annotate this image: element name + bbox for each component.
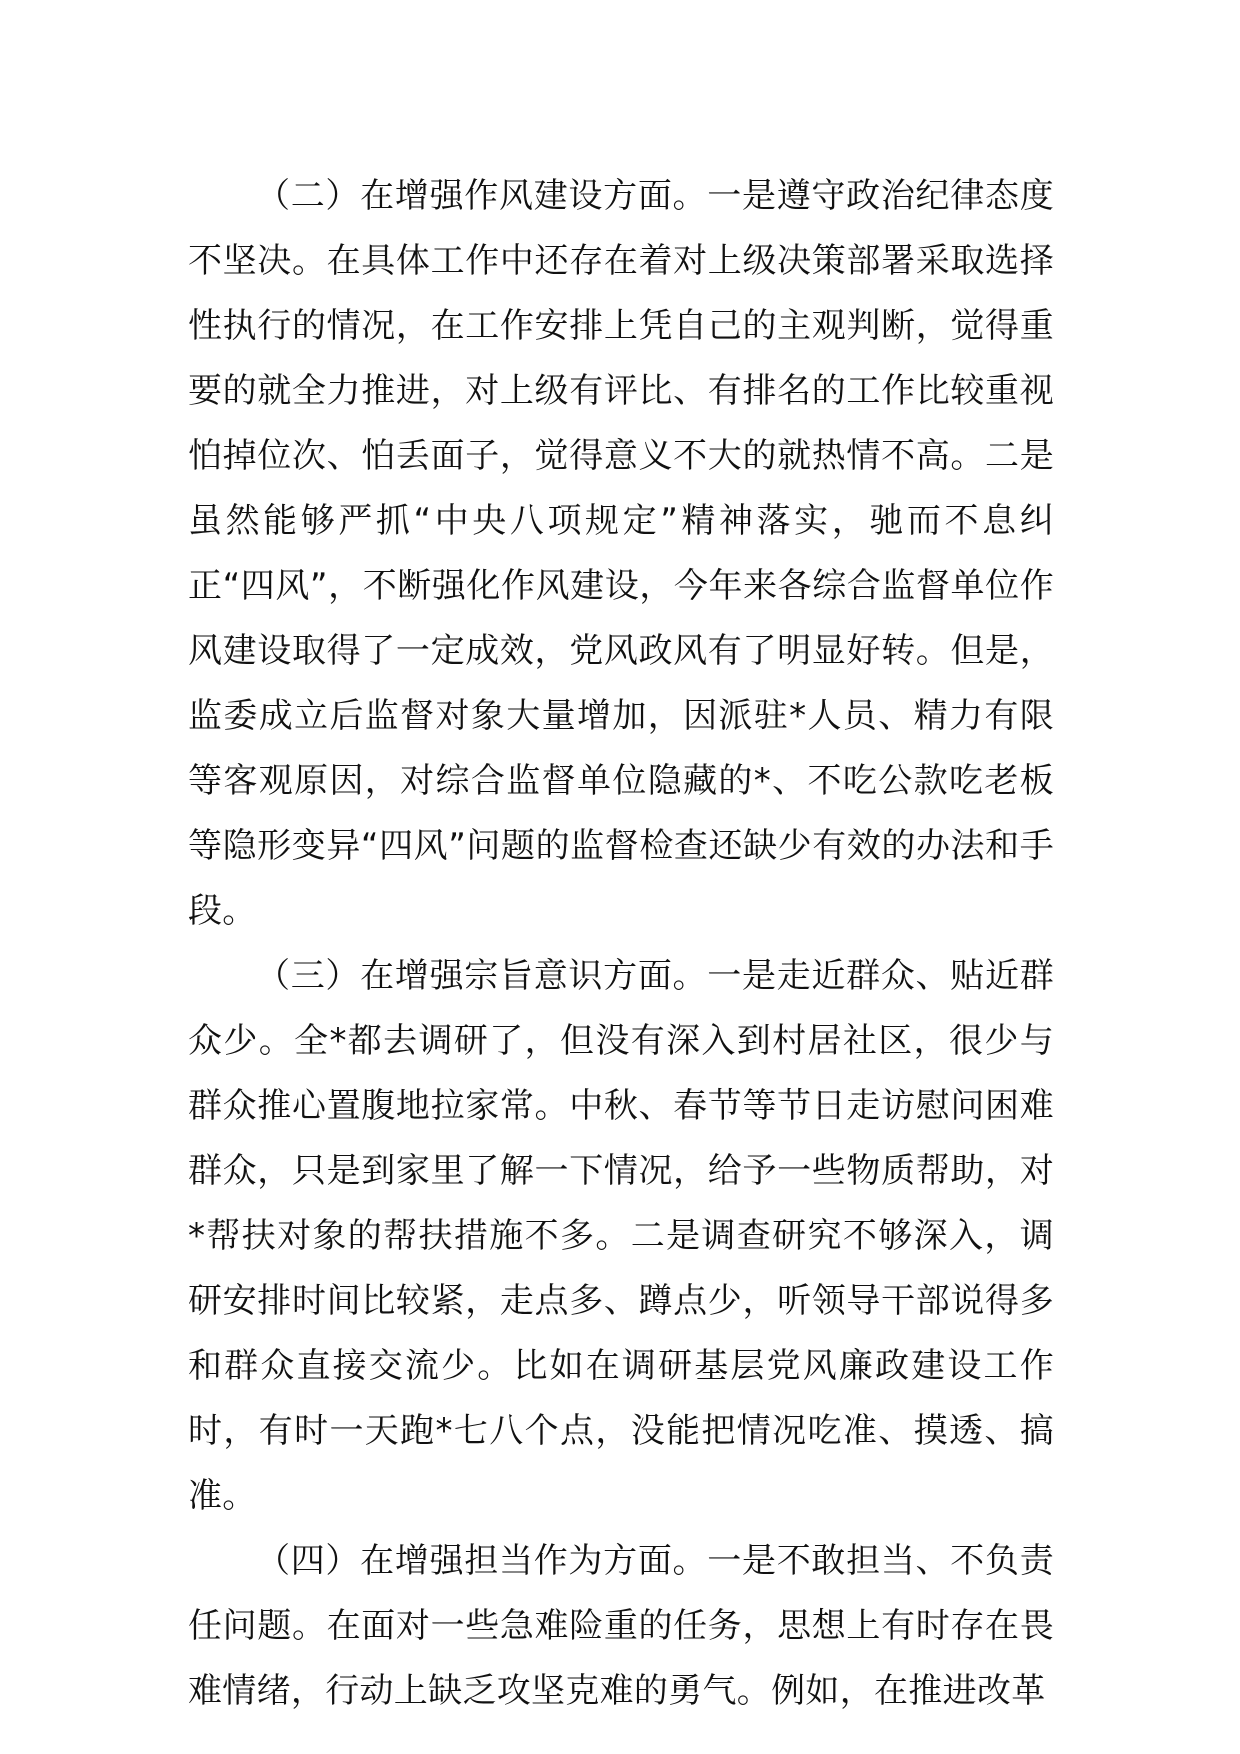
- paragraph-style-building: （二）在增强作风建设方面。一是遵守政治纪律态度不坚决。在具体工作中还存在着对上级决策部署采取选择性执行的情况，在工作安排上凭自己的主观判断，觉得重要的就全力推进，对上级有评比、有排名的工作比较重视怕掉位次、怕丢面子，觉得意义不大的就热情不高。二是虽然能够严抓“中央八项规定”精神落实，驰而不息纠正“四风”，不断强化作风建设，今年来各综合监督单位作风建设取得了一定成效，党风政风有了明显好转。但是，监委成立后监督对象大量增加，因派驻*人员、精力有限等客观原因，对综合监督单位隐藏的*、不吃公款吃老板等隐形变异“四风”问题的监督检查还缺少有效的办法和手段。: [188, 176, 1054, 931]
- paragraph-purpose-awareness: （三）在增强宗旨意识方面。一是走近群众、贴近群众少。全*都去调研了，但没有深入到村居社区，很少与群众推心置腹地拉家常。中秋、春节等节日走访慰问困难群众，只是到家里了解一下情况，给予一些物质帮助，对*帮扶对象的帮扶措施不多。二是调查研究不够深入，调研安排时间比较紧，走点多、蹲点少，听领导干部说得多和群众直接交流少。比如在调研基层党风廉政建设工作时，有时一天跑*七八个点，没能把情况吃准、摸透、搞准。: [188, 956, 1054, 1516]
- body-text: [188, 164, 1054, 1724]
- paragraph-responsibility: （四）在增强担当作为方面。一是不敢担当、不负责任问题。在面对一些急难险重的任务，思想上有时存在畏难情绪，行动上缺乏攻坚克难的勇气。例如，在推进改革: [188, 1541, 1054, 1711]
